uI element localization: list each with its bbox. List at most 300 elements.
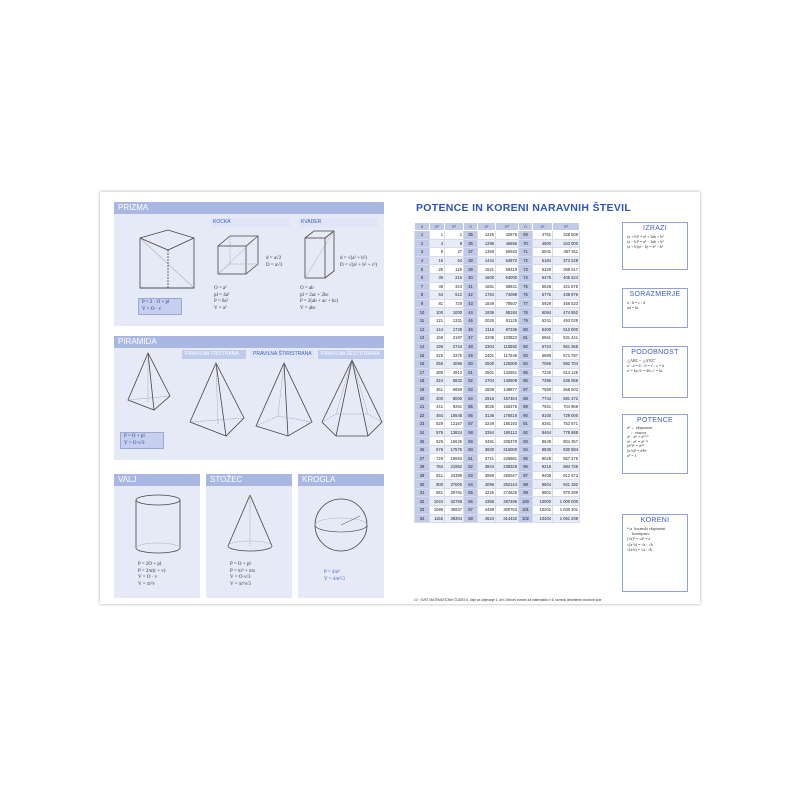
table-cell: 94 bbox=[519, 445, 533, 454]
table-cell: 531 441 bbox=[553, 334, 580, 343]
kocka-formula: O = a² pl = 4a² P = 6a² V = a³ bbox=[214, 286, 230, 311]
table-cell: 21 bbox=[415, 402, 430, 411]
table-cell: 64 bbox=[464, 480, 478, 489]
table-cell: 3025 bbox=[478, 402, 496, 411]
table-cell: 73 bbox=[519, 265, 533, 274]
table-cell: 4761 bbox=[533, 231, 553, 240]
table-cell: 32 bbox=[415, 497, 430, 506]
box-content: (a + b)² = a² + 2ab + b² (a − b)² = a² − 2ab + b² (a + b)(a − b) = a² − b² bbox=[627, 234, 664, 250]
table-cell: 1681 bbox=[478, 282, 496, 291]
table-row bbox=[415, 359, 580, 368]
table-cell: 195112 bbox=[496, 428, 519, 437]
table-cell: 50653 bbox=[496, 248, 519, 257]
table-cell: 79 bbox=[519, 316, 533, 325]
table-row bbox=[415, 497, 580, 506]
table-cell: 85 bbox=[519, 368, 533, 377]
prizma-section bbox=[114, 202, 384, 326]
table-row bbox=[415, 480, 580, 489]
table-cell: 30 bbox=[415, 480, 430, 489]
table-cell: 8836 bbox=[533, 445, 553, 454]
table-cell: 6084 bbox=[533, 308, 553, 317]
table-cell: 9025 bbox=[533, 454, 553, 463]
table-cell: 6561 bbox=[533, 334, 553, 343]
table-cell: 29 bbox=[415, 471, 430, 480]
table-cell: 4489 bbox=[478, 506, 496, 515]
table-cell: 2809 bbox=[478, 385, 496, 394]
table-row bbox=[415, 471, 580, 480]
table-cell: 26 bbox=[415, 445, 430, 454]
table-row bbox=[415, 316, 580, 325]
table-row bbox=[415, 342, 580, 351]
table-row bbox=[415, 394, 580, 403]
table-cell: 41 bbox=[464, 282, 478, 291]
table-cell: 1 061 208 bbox=[553, 514, 580, 523]
table-cell: 2704 bbox=[478, 377, 496, 386]
table-cell: 59 bbox=[464, 437, 478, 446]
table-cell: 3481 bbox=[478, 437, 496, 446]
table-cell: 21952 bbox=[445, 463, 464, 472]
table-cell: 1936 bbox=[478, 308, 496, 317]
table-cell: 61 bbox=[464, 454, 478, 463]
table-cell: 65 bbox=[464, 488, 478, 497]
table-cell: 121 bbox=[430, 316, 445, 325]
kvader-formula: O = ab pl = 2ac + 2bc P = 2(ab + ac + bc) V = abc bbox=[300, 286, 339, 311]
table-cell: 12 bbox=[415, 325, 430, 334]
table-cell: 2 bbox=[415, 239, 430, 248]
table-cell: 60 bbox=[464, 445, 478, 454]
table-cell: 421 875 bbox=[553, 282, 580, 291]
table-cell: 166375 bbox=[496, 402, 519, 411]
table-cell: 1 bbox=[430, 231, 445, 240]
table-cell: 3844 bbox=[478, 463, 496, 472]
table-cell: 1 030 301 bbox=[553, 506, 580, 515]
worksheet-page bbox=[100, 192, 700, 604]
table-cell: 7 bbox=[415, 282, 430, 291]
table-row bbox=[415, 506, 580, 515]
table-cell: 48 bbox=[464, 342, 478, 351]
table-cell: 17 bbox=[415, 368, 430, 377]
table-cell: 37 bbox=[464, 248, 478, 257]
table-cell: 8281 bbox=[533, 420, 553, 429]
table-row bbox=[415, 411, 580, 420]
table-cell: 256 bbox=[430, 359, 445, 368]
table-cell: 10201 bbox=[533, 506, 553, 515]
table-cell: 658 503 bbox=[553, 385, 580, 394]
table-cell: 87 bbox=[519, 385, 533, 394]
table-cell: 7921 bbox=[533, 402, 553, 411]
table-cell: 357 911 bbox=[553, 248, 580, 257]
table-cell: 6859 bbox=[445, 385, 464, 394]
column-header: n³ bbox=[553, 223, 580, 231]
table-cell: 9216 bbox=[533, 463, 553, 472]
table-cell: 92 bbox=[519, 428, 533, 437]
table-cell: 117649 bbox=[496, 351, 519, 360]
table-cell: 38 bbox=[464, 256, 478, 265]
table-cell: 44 bbox=[464, 308, 478, 317]
table-cell: 83 bbox=[519, 351, 533, 360]
table-cell: 2401 bbox=[478, 351, 496, 360]
table-cell: 140608 bbox=[496, 377, 519, 386]
table-cell: 5 bbox=[415, 265, 430, 274]
table-cell: 328 509 bbox=[553, 231, 580, 240]
table-cell: 1296 bbox=[478, 239, 496, 248]
page-title: POTENCE IN KORENI NARAVNIH ŠTEVIL bbox=[416, 202, 632, 214]
table-cell: 729 bbox=[445, 299, 464, 308]
kocka-subtitle: KOCKA bbox=[210, 218, 290, 227]
table-cell: 10404 bbox=[533, 514, 553, 523]
table-cell: 8464 bbox=[533, 428, 553, 437]
table-cell: 2197 bbox=[445, 334, 464, 343]
table-cell: 12167 bbox=[445, 420, 464, 429]
table-cell: 27 bbox=[445, 248, 464, 257]
table-cell: 125000 bbox=[496, 359, 519, 368]
table-row bbox=[415, 377, 580, 386]
table-cell: 85184 bbox=[496, 308, 519, 317]
table-cell: 42875 bbox=[496, 231, 519, 240]
table-cell: 7056 bbox=[533, 359, 553, 368]
table-cell: 970 299 bbox=[553, 488, 580, 497]
table-cell: 79507 bbox=[496, 299, 519, 308]
table-cell: 29791 bbox=[445, 488, 464, 497]
subtitle-stiristrana: PRAVILNA ŠTIRISTRANA bbox=[250, 350, 314, 359]
table-cell: 753 571 bbox=[553, 420, 580, 429]
table-cell: 373 248 bbox=[553, 256, 580, 265]
table-row bbox=[415, 463, 580, 472]
table-row bbox=[415, 445, 580, 454]
table-cell: 512 bbox=[445, 291, 464, 300]
subtitle-seststrana: PRAVILNA ŠESTSTRANA bbox=[318, 350, 384, 359]
table-cell: 144 bbox=[430, 325, 445, 334]
table-cell: 438 976 bbox=[553, 291, 580, 300]
table-cell: 64 bbox=[445, 256, 464, 265]
table-cell: 97336 bbox=[496, 325, 519, 334]
koreni-box bbox=[622, 514, 688, 592]
table-cell: 1521 bbox=[478, 265, 496, 274]
table-cell: 2601 bbox=[478, 368, 496, 377]
table-cell: 81 bbox=[519, 334, 533, 343]
table-cell: 16 bbox=[430, 256, 445, 265]
table-cell: 551 368 bbox=[553, 342, 580, 351]
table-cell: 9 bbox=[430, 248, 445, 257]
section-title: PRIZMA bbox=[114, 202, 384, 214]
table-cell: 10 bbox=[415, 308, 430, 317]
table-cell: 97 bbox=[519, 471, 533, 480]
table-cell: 474 552 bbox=[553, 308, 580, 317]
table-cell: 102 bbox=[519, 514, 533, 523]
table-cell: 484 bbox=[430, 411, 445, 420]
column-header: n² bbox=[478, 223, 496, 231]
potence-box bbox=[622, 414, 688, 474]
table-cell: 42 bbox=[464, 291, 478, 300]
table-cell: 5625 bbox=[533, 282, 553, 291]
table-cell: 1089 bbox=[430, 506, 445, 515]
table-cell: 10000 bbox=[533, 497, 553, 506]
cuboid-figure bbox=[302, 228, 338, 282]
column-header: n bbox=[464, 223, 478, 231]
table-cell: 53 bbox=[464, 385, 478, 394]
table-cell: 2304 bbox=[478, 342, 496, 351]
table-cell: 216000 bbox=[496, 445, 519, 454]
box-title: PODOBNOST bbox=[631, 349, 679, 356]
table-cell: 9 bbox=[415, 299, 430, 308]
table-cell: 1 bbox=[415, 231, 430, 240]
table-row bbox=[415, 239, 580, 248]
table-cell: 576 bbox=[430, 428, 445, 437]
table-row bbox=[415, 437, 580, 446]
table-cell: 46 bbox=[464, 325, 478, 334]
table-cell: 857 375 bbox=[553, 454, 580, 463]
hexagonal-pyramid-figure bbox=[318, 358, 384, 442]
table-cell: 6889 bbox=[533, 351, 553, 360]
table-cell: 636 056 bbox=[553, 377, 580, 386]
table-cell: 25 bbox=[430, 265, 445, 274]
table-cell: 6400 bbox=[533, 325, 553, 334]
table-cell: 51 bbox=[464, 368, 478, 377]
table-cell: 82 bbox=[519, 342, 533, 351]
table-cell: 3969 bbox=[478, 471, 496, 480]
table-cell: 5329 bbox=[533, 265, 553, 274]
table-cell: 226981 bbox=[496, 454, 519, 463]
kvader-diag: d = √(a² + b²) D = √(a² + b² + c²) bbox=[340, 256, 378, 268]
table-cell: 314432 bbox=[496, 514, 519, 523]
table-row bbox=[415, 248, 580, 257]
table-cell: 592 704 bbox=[553, 359, 580, 368]
table-cell: 34 bbox=[415, 514, 430, 523]
table-cell: 70 bbox=[519, 239, 533, 248]
table-cell: 33 bbox=[415, 506, 430, 515]
table-cell: 8 bbox=[445, 239, 464, 248]
table-cell: 47 bbox=[464, 334, 478, 343]
table-row bbox=[415, 273, 580, 282]
table-cell: 157464 bbox=[496, 394, 519, 403]
square-pyramid-figure bbox=[252, 360, 314, 440]
column-header: n bbox=[519, 223, 533, 231]
table-cell: 287496 bbox=[496, 497, 519, 506]
table-cell: 46656 bbox=[496, 239, 519, 248]
table-cell: 32768 bbox=[445, 497, 464, 506]
table-cell: 1444 bbox=[478, 256, 496, 265]
table-row bbox=[415, 299, 580, 308]
table-cell: 3364 bbox=[478, 428, 496, 437]
table-cell: 324 bbox=[430, 377, 445, 386]
table-cell: 3249 bbox=[478, 420, 496, 429]
piramida-section bbox=[114, 336, 384, 460]
table-cell: 74 bbox=[519, 273, 533, 282]
table-cell: 63 bbox=[464, 471, 478, 480]
table-cell: 8100 bbox=[533, 411, 553, 420]
table-cell: 1024 bbox=[430, 497, 445, 506]
table-cell: 2916 bbox=[478, 394, 496, 403]
box-title: SORAZMERJE bbox=[629, 291, 681, 298]
table-cell: 238328 bbox=[496, 463, 519, 472]
table-cell: 1331 bbox=[445, 316, 464, 325]
table-row bbox=[415, 420, 580, 429]
cone-figure bbox=[224, 492, 276, 556]
table-cell: 900 bbox=[430, 480, 445, 489]
box-content: ⁿ√a korenski eksponent korenjenec (√a)² = √a² = a √(a·b) = √a · √b √(a:b) = √a : √b bbox=[627, 526, 666, 552]
cube-figure bbox=[214, 232, 264, 276]
table-cell: 2744 bbox=[445, 342, 464, 351]
table-cell: 456 533 bbox=[553, 299, 580, 308]
table-cell: 68921 bbox=[496, 282, 519, 291]
table-cell: 13 bbox=[415, 334, 430, 343]
table-cell: 40 bbox=[464, 273, 478, 282]
table-cell: 19683 bbox=[445, 454, 464, 463]
table-row bbox=[415, 351, 580, 360]
table-cell: 5041 bbox=[533, 248, 553, 257]
table-cell: 1 000 000 bbox=[553, 497, 580, 506]
table-cell: 55 bbox=[464, 402, 478, 411]
table-cell: 91125 bbox=[496, 316, 519, 325]
table-cell: 343 000 bbox=[553, 239, 580, 248]
table-row bbox=[415, 308, 580, 317]
table-cell: 35937 bbox=[445, 506, 464, 515]
table-header-row bbox=[415, 223, 580, 231]
section-title: STOŽEC bbox=[206, 474, 292, 486]
table-cell: 4 bbox=[430, 239, 445, 248]
box-title: KORENI bbox=[640, 517, 670, 524]
table-cell: 704 969 bbox=[553, 402, 580, 411]
table-cell: 39304 bbox=[445, 514, 464, 523]
table-cell: 56 bbox=[464, 411, 478, 420]
table-cell: 8000 bbox=[445, 394, 464, 403]
table-row bbox=[415, 454, 580, 463]
table-cell: 20 bbox=[415, 394, 430, 403]
table-cell: 841 bbox=[430, 471, 445, 480]
table-cell: 169 bbox=[430, 334, 445, 343]
table-cell: 1728 bbox=[445, 325, 464, 334]
box-content: a : b = c : d ad = bc bbox=[627, 300, 646, 311]
table-cell: 6241 bbox=[533, 316, 553, 325]
table-cell: 884 736 bbox=[553, 463, 580, 472]
table-cell: 8649 bbox=[533, 437, 553, 446]
table-cell: 400 bbox=[430, 394, 445, 403]
table-cell: 39 bbox=[464, 265, 478, 274]
table-row bbox=[415, 282, 580, 291]
stozec-formula: P = O + pl P = πr² + πrs V = O·v/3 V = πr²v/3 bbox=[230, 562, 256, 587]
table-cell: 1849 bbox=[478, 299, 496, 308]
table-cell: 67 bbox=[464, 506, 478, 515]
table-cell: 75 bbox=[519, 282, 533, 291]
table-cell: 4096 bbox=[445, 359, 464, 368]
table-cell: 4624 bbox=[478, 514, 496, 523]
cylinder-figure bbox=[132, 492, 184, 556]
table-cell: 676 bbox=[430, 445, 445, 454]
table-cell: 2116 bbox=[478, 325, 496, 334]
table-cell: 98 bbox=[519, 480, 533, 489]
valj-section bbox=[114, 474, 200, 598]
table-cell: 45 bbox=[464, 316, 478, 325]
prizma-formula: P = 2 · O + pl V = O · v bbox=[138, 298, 182, 315]
table-row bbox=[415, 488, 580, 497]
table-cell: 1000 bbox=[445, 308, 464, 317]
table-cell: 571 787 bbox=[553, 351, 580, 360]
stozec-section bbox=[206, 474, 292, 598]
table-cell: 961 bbox=[430, 488, 445, 497]
table-cell: 27000 bbox=[445, 480, 464, 489]
table-cell: 25 bbox=[415, 437, 430, 446]
table-cell: 78 bbox=[519, 308, 533, 317]
table-cell: 52 bbox=[464, 377, 478, 386]
subtitle-tristrana: PRAVILNA TRISTRANA bbox=[182, 350, 246, 359]
table-cell: 2500 bbox=[478, 359, 496, 368]
table-cell: 625 bbox=[430, 437, 445, 446]
table-cell: 76 bbox=[519, 291, 533, 300]
table-cell: 77 bbox=[519, 299, 533, 308]
table-cell: 5929 bbox=[533, 299, 553, 308]
table-cell: 36 bbox=[464, 239, 478, 248]
table-cell: 69 bbox=[519, 231, 533, 240]
table-cell: 64000 bbox=[496, 273, 519, 282]
column-header: n³ bbox=[445, 223, 464, 231]
table-cell: 804 357 bbox=[553, 437, 580, 446]
table-cell: 31 bbox=[415, 488, 430, 497]
table-cell: 784 bbox=[430, 463, 445, 472]
table-cell: 43 bbox=[464, 299, 478, 308]
table-cell: 62 bbox=[464, 463, 478, 472]
table-cell: 493 039 bbox=[553, 316, 580, 325]
box-title: POTENCE bbox=[637, 417, 673, 424]
table-cell: 941 192 bbox=[553, 480, 580, 489]
sphere-figure bbox=[312, 496, 370, 554]
table-cell: 1369 bbox=[478, 248, 496, 257]
table-cell: 4225 bbox=[478, 488, 496, 497]
izrazi-box bbox=[622, 222, 688, 270]
table-cell: 205379 bbox=[496, 437, 519, 446]
table-cell: 250047 bbox=[496, 471, 519, 480]
table-cell: 18 bbox=[415, 377, 430, 386]
column-header: n bbox=[415, 223, 430, 231]
table-cell: 274625 bbox=[496, 488, 519, 497]
table-cell: 11 bbox=[415, 316, 430, 325]
table-cell: 15 bbox=[415, 351, 430, 360]
table-cell: 7225 bbox=[533, 368, 553, 377]
table-cell: 50 bbox=[464, 359, 478, 368]
table-cell: 81 bbox=[430, 299, 445, 308]
table-cell: 36 bbox=[430, 273, 445, 282]
table-cell: 132651 bbox=[496, 368, 519, 377]
table-cell: 729 000 bbox=[553, 411, 580, 420]
table-cell: 103823 bbox=[496, 334, 519, 343]
table-cell: 23 bbox=[415, 420, 430, 429]
krogla-section bbox=[298, 474, 384, 598]
table-cell: 343 bbox=[445, 282, 464, 291]
table-cell: 4900 bbox=[533, 239, 553, 248]
section-title: KROGLA bbox=[298, 474, 384, 486]
table-cell: 1600 bbox=[478, 273, 496, 282]
table-cell: 175616 bbox=[496, 411, 519, 420]
table-cell: 54872 bbox=[496, 256, 519, 265]
table-cell: 71 bbox=[519, 248, 533, 257]
table-cell: 110592 bbox=[496, 342, 519, 351]
table-cell: 28 bbox=[415, 463, 430, 472]
table-cell: 9409 bbox=[533, 471, 553, 480]
table-row bbox=[415, 334, 580, 343]
table-cell: 100 bbox=[519, 497, 533, 506]
section-title: VALJ bbox=[114, 474, 200, 486]
table-row bbox=[415, 291, 580, 300]
table-cell: 5184 bbox=[533, 256, 553, 265]
table-cell: 4913 bbox=[445, 368, 464, 377]
table-cell: 49 bbox=[464, 351, 478, 360]
left-page bbox=[100, 192, 400, 604]
table-cell: 529 bbox=[430, 420, 445, 429]
sorazmerje-box bbox=[622, 288, 688, 328]
table-cell: 125 bbox=[445, 265, 464, 274]
table-cell: 95 bbox=[519, 454, 533, 463]
table-cell: 17576 bbox=[445, 445, 464, 454]
table-cell: 830 584 bbox=[553, 445, 580, 454]
